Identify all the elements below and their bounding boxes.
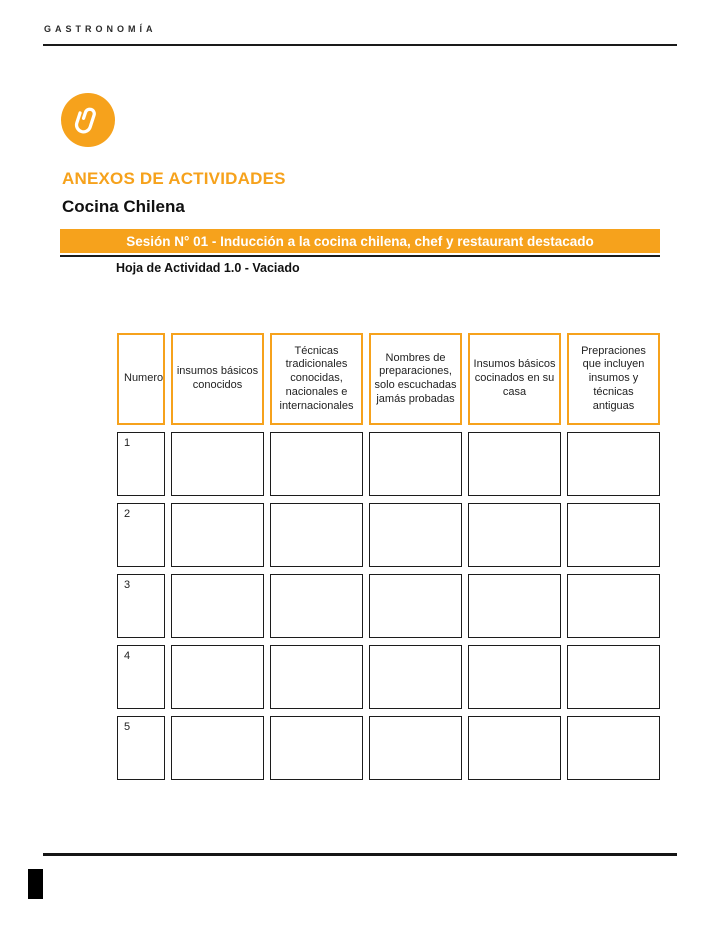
table-cell[interactable] <box>567 716 660 780</box>
top-divider <box>43 44 677 46</box>
brand-label: GASTRONOMÍA <box>44 24 157 34</box>
banner-divider <box>60 255 660 257</box>
table-cell[interactable] <box>468 645 561 709</box>
table-cell[interactable] <box>369 716 462 780</box>
row-number-cell: 1 <box>117 432 165 496</box>
section-title: ANEXOS DE ACTIVIDADES <box>62 169 286 188</box>
table-cell[interactable] <box>567 432 660 496</box>
table-cell[interactable] <box>567 503 660 567</box>
table-cell[interactable] <box>567 645 660 709</box>
column-header-tecnicas: Técnicas tradicionales conocidas, nacionales e internacionales <box>270 333 363 425</box>
row-number-cell: 5 <box>117 716 165 780</box>
table-cell[interactable] <box>468 716 561 780</box>
table-cell[interactable] <box>171 716 264 780</box>
page-subtitle: Cocina Chilena <box>62 197 185 216</box>
table-cell[interactable] <box>369 432 462 496</box>
page-corner-mark <box>28 869 43 899</box>
table-cell[interactable] <box>171 503 264 567</box>
column-header-numero: Numero <box>117 333 165 425</box>
column-header-nombres-preparaciones: Nombres de preparaciones, solo escuchadas jamás probadas <box>369 333 462 425</box>
paperclip-icon <box>73 105 103 135</box>
table-cell[interactable] <box>171 432 264 496</box>
activity-table <box>117 333 660 780</box>
table-cell[interactable] <box>567 574 660 638</box>
table-cell[interactable] <box>369 645 462 709</box>
table-cell[interactable] <box>270 716 363 780</box>
paperclip-badge <box>61 93 115 147</box>
table-cell[interactable] <box>468 503 561 567</box>
table-cell[interactable] <box>369 503 462 567</box>
table-cell[interactable] <box>270 574 363 638</box>
column-header-preparaciones-antiguas: Prepraciones que incluyen insumos y técnicas antiguas <box>567 333 660 425</box>
column-header-insumos-conocidos: insumos básicos conocidos <box>171 333 264 425</box>
table-cell[interactable] <box>468 432 561 496</box>
activity-sheet-label: Hoja de Actividad 1.0 - Vaciado <box>116 261 300 275</box>
session-banner: Sesión N° 01 - Inducción a la cocina chilena, chef y restaurant destacado <box>60 229 660 253</box>
table-cell[interactable] <box>270 645 363 709</box>
table-cell[interactable] <box>369 574 462 638</box>
table-cell[interactable] <box>270 503 363 567</box>
row-number-cell: 4 <box>117 645 165 709</box>
row-number-cell: 2 <box>117 503 165 567</box>
table-cell[interactable] <box>171 645 264 709</box>
table-cell[interactable] <box>468 574 561 638</box>
column-header-insumos-cocinados: Insumos básicos cocinados en su casa <box>468 333 561 425</box>
bottom-divider <box>43 853 677 856</box>
table-cell[interactable] <box>270 432 363 496</box>
table-cell[interactable] <box>171 574 264 638</box>
row-number-cell: 3 <box>117 574 165 638</box>
